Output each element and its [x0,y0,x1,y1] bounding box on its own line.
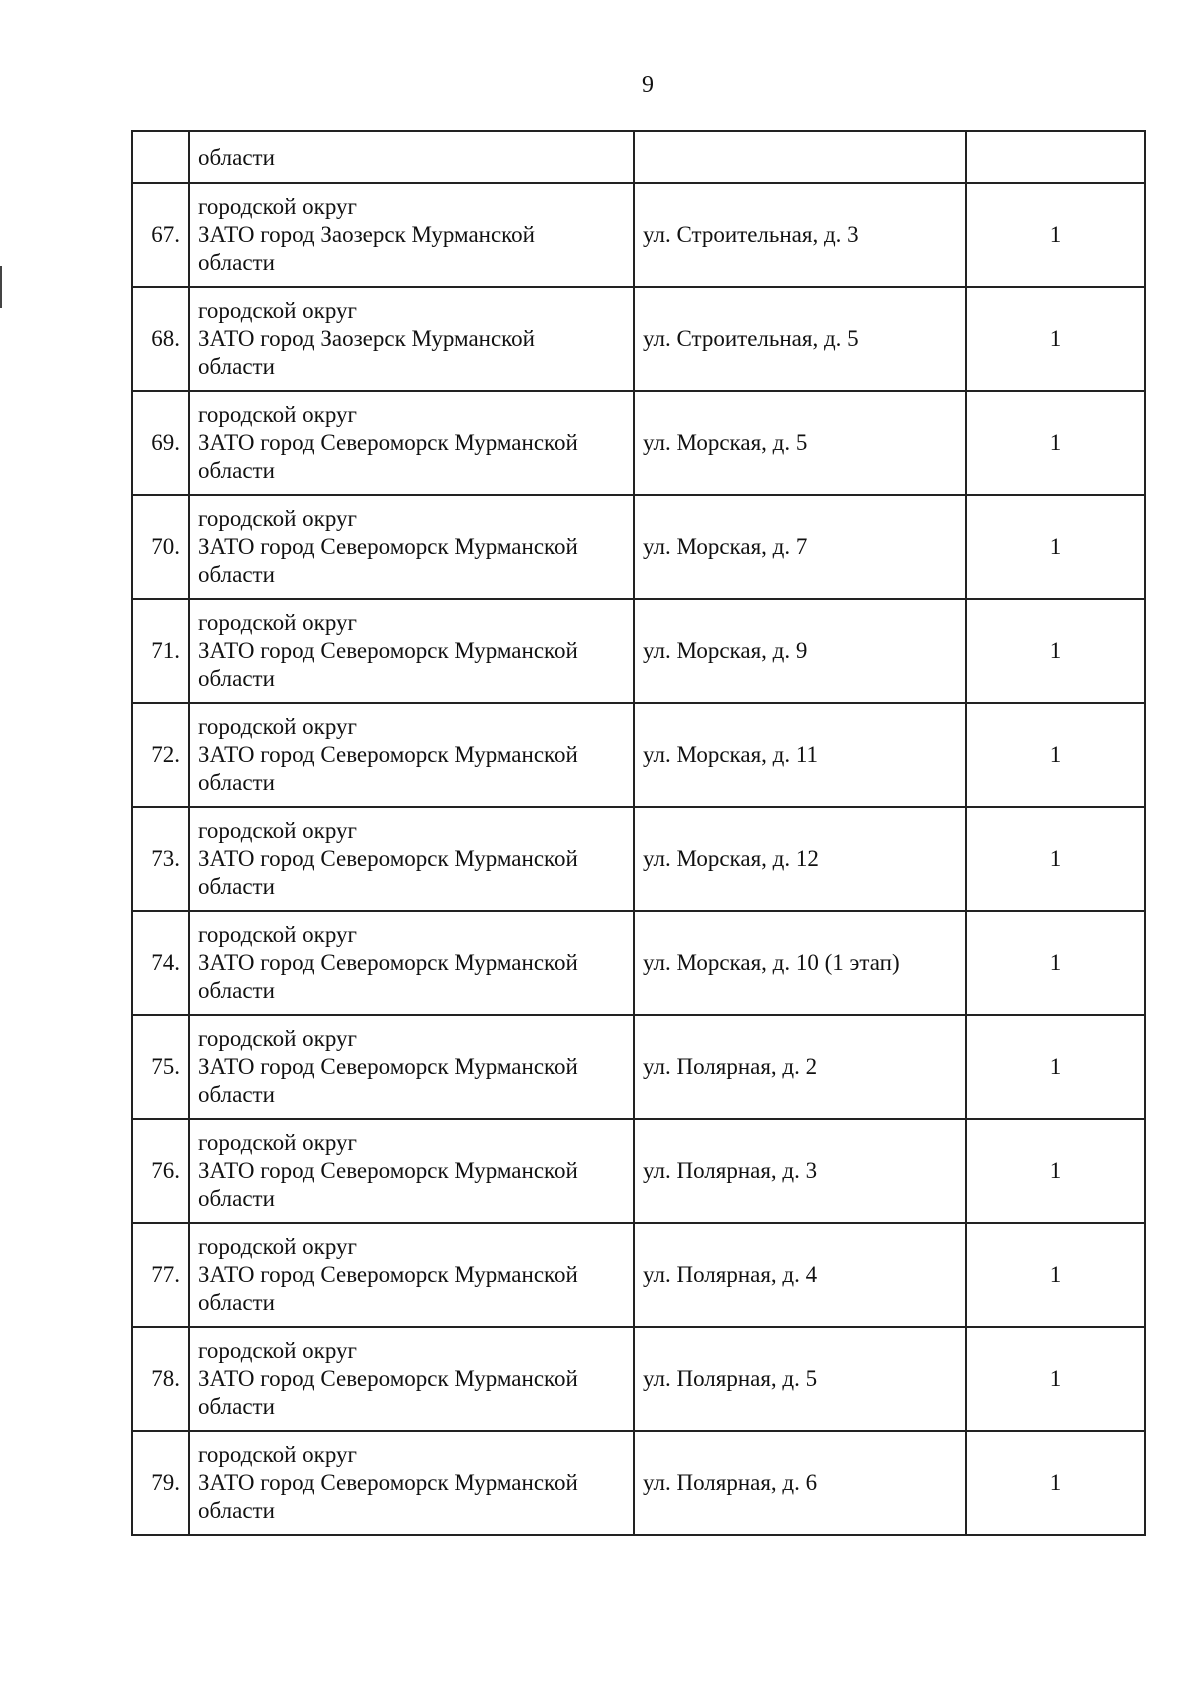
count-cell: 1 [966,183,1145,287]
municipality-line: городской округ [198,1130,357,1155]
municipality-line: ЗАТО город Североморск Мурманской [198,950,578,975]
count-cell: 1 [966,1223,1145,1327]
municipality-line: городской округ [198,1026,357,1051]
municipality-line: городской округ [198,194,357,219]
row-number-cell: 78. [132,1327,189,1431]
table-row [132,807,1145,911]
municipality-line: городской округ [198,298,357,323]
table-row-continuation [132,131,1145,183]
count-cell: 1 [966,391,1145,495]
table-row [132,599,1145,703]
municipality-line: городской округ [198,1338,357,1363]
municipality-line: ЗАТО город Североморск Мурманской [198,1366,578,1391]
municipality-line: ЗАТО город Заозерск Мурманской [198,326,535,351]
table-row [132,1119,1145,1223]
municipality-cell [189,599,634,703]
row-number-cell: 68. [132,287,189,391]
count-cell: 1 [966,807,1145,911]
municipality-line: области [198,250,275,275]
row-number-cell: 67. [132,183,189,287]
page-number: 9 [642,72,654,98]
margin-mark [0,266,2,308]
municipality-line: городской округ [198,818,357,843]
row-number-cell: 76. [132,1119,189,1223]
municipality-line: городской округ [198,1442,357,1467]
table-row [132,183,1145,287]
municipality-cell [189,703,634,807]
address-table [131,130,1146,1536]
municipality-line: области [198,666,275,691]
count-cell: 1 [966,287,1145,391]
municipality-line: области [198,1290,275,1315]
count-cell: 1 [966,1015,1145,1119]
municipality-cell [189,183,634,287]
municipality-line: ЗАТО город Североморск Мурманской [198,1262,578,1287]
municipality-line: городской округ [198,610,357,635]
count-cell: 1 [966,1119,1145,1223]
count-cell: 1 [966,599,1145,703]
table-row [132,391,1145,495]
count-cell: 1 [966,911,1145,1015]
table-row [132,1431,1145,1535]
address-cell: ул. Строительная, д. 5 [634,287,966,391]
row-number-cell [132,131,189,183]
municipality-cell [189,1327,634,1431]
municipality-line: ЗАТО город Североморск Мурманской [198,638,578,663]
address-cell: ул. Морская, д. 12 [634,807,966,911]
municipality-line: области [198,978,275,1003]
municipality-cell [189,1119,634,1223]
address-cell: ул. Морская, д. 9 [634,599,966,703]
municipality-line: городской округ [198,506,357,531]
table-row [132,1015,1145,1119]
municipality-line: городской округ [198,402,357,427]
municipality-cell: области [189,131,634,183]
municipality-line: ЗАТО город Североморск Мурманской [198,1054,578,1079]
table-row [132,911,1145,1015]
municipality-cell [189,1223,634,1327]
municipality-line: ЗАТО город Североморск Мурманской [198,430,578,455]
municipality-line: области [198,562,275,587]
municipality-cell [189,807,634,911]
address-cell: ул. Морская, д. 10 (1 этап) [634,911,966,1015]
row-number-cell: 70. [132,495,189,599]
row-number-cell: 73. [132,807,189,911]
municipality-line: области [198,354,275,379]
municipality-line: ЗАТО город Североморск Мурманской [198,742,578,767]
row-number-cell: 74. [132,911,189,1015]
row-number-cell: 75. [132,1015,189,1119]
municipality-cell [189,391,634,495]
address-cell [634,131,966,183]
table-row [132,1327,1145,1431]
municipality-line: ЗАТО город Североморск Мурманской [198,534,578,559]
municipality-line: области [198,874,275,899]
table-row [132,703,1145,807]
municipality-line: области [198,1498,275,1523]
count-cell: 1 [966,703,1145,807]
count-cell [966,131,1145,183]
address-cell: ул. Строительная, д. 3 [634,183,966,287]
municipality-line: городской округ [198,922,357,947]
municipality-line: области [198,1082,275,1107]
address-cell: ул. Морская, д. 5 [634,391,966,495]
municipality-cell [189,1431,634,1535]
municipality-line: ЗАТО город Североморск Мурманской [198,1470,578,1495]
municipality-cell [189,1015,634,1119]
municipality-line: ЗАТО город Заозерск Мурманской [198,222,535,247]
row-number-cell: 79. [132,1431,189,1535]
table-body [132,131,1145,1535]
table-row [132,287,1145,391]
address-cell: ул. Полярная, д. 2 [634,1015,966,1119]
address-cell: ул. Морская, д. 7 [634,495,966,599]
municipality-cell [189,287,634,391]
table-row [132,495,1145,599]
municipality-cell [189,911,634,1015]
row-number-cell: 69. [132,391,189,495]
row-number-cell: 71. [132,599,189,703]
municipality-cell [189,495,634,599]
municipality-line: ЗАТО город Североморск Мурманской [198,1158,578,1183]
address-cell: ул. Морская, д. 11 [634,703,966,807]
count-cell: 1 [966,1327,1145,1431]
municipality-line: городской округ [198,1234,357,1259]
address-cell: ул. Полярная, д. 6 [634,1431,966,1535]
address-cell: ул. Полярная, д. 3 [634,1119,966,1223]
municipality-line: ЗАТО город Североморск Мурманской [198,846,578,871]
municipality-line: области [198,770,275,795]
municipality-line: области [198,458,275,483]
address-cell: ул. Полярная, д. 5 [634,1327,966,1431]
table-row [132,1223,1145,1327]
row-number-cell: 77. [132,1223,189,1327]
count-cell: 1 [966,1431,1145,1535]
row-number-cell: 72. [132,703,189,807]
address-cell: ул. Полярная, д. 4 [634,1223,966,1327]
count-cell: 1 [966,495,1145,599]
municipality-line: городской округ [198,714,357,739]
municipality-line: области [198,1186,275,1211]
municipality-line: области [198,1394,275,1419]
